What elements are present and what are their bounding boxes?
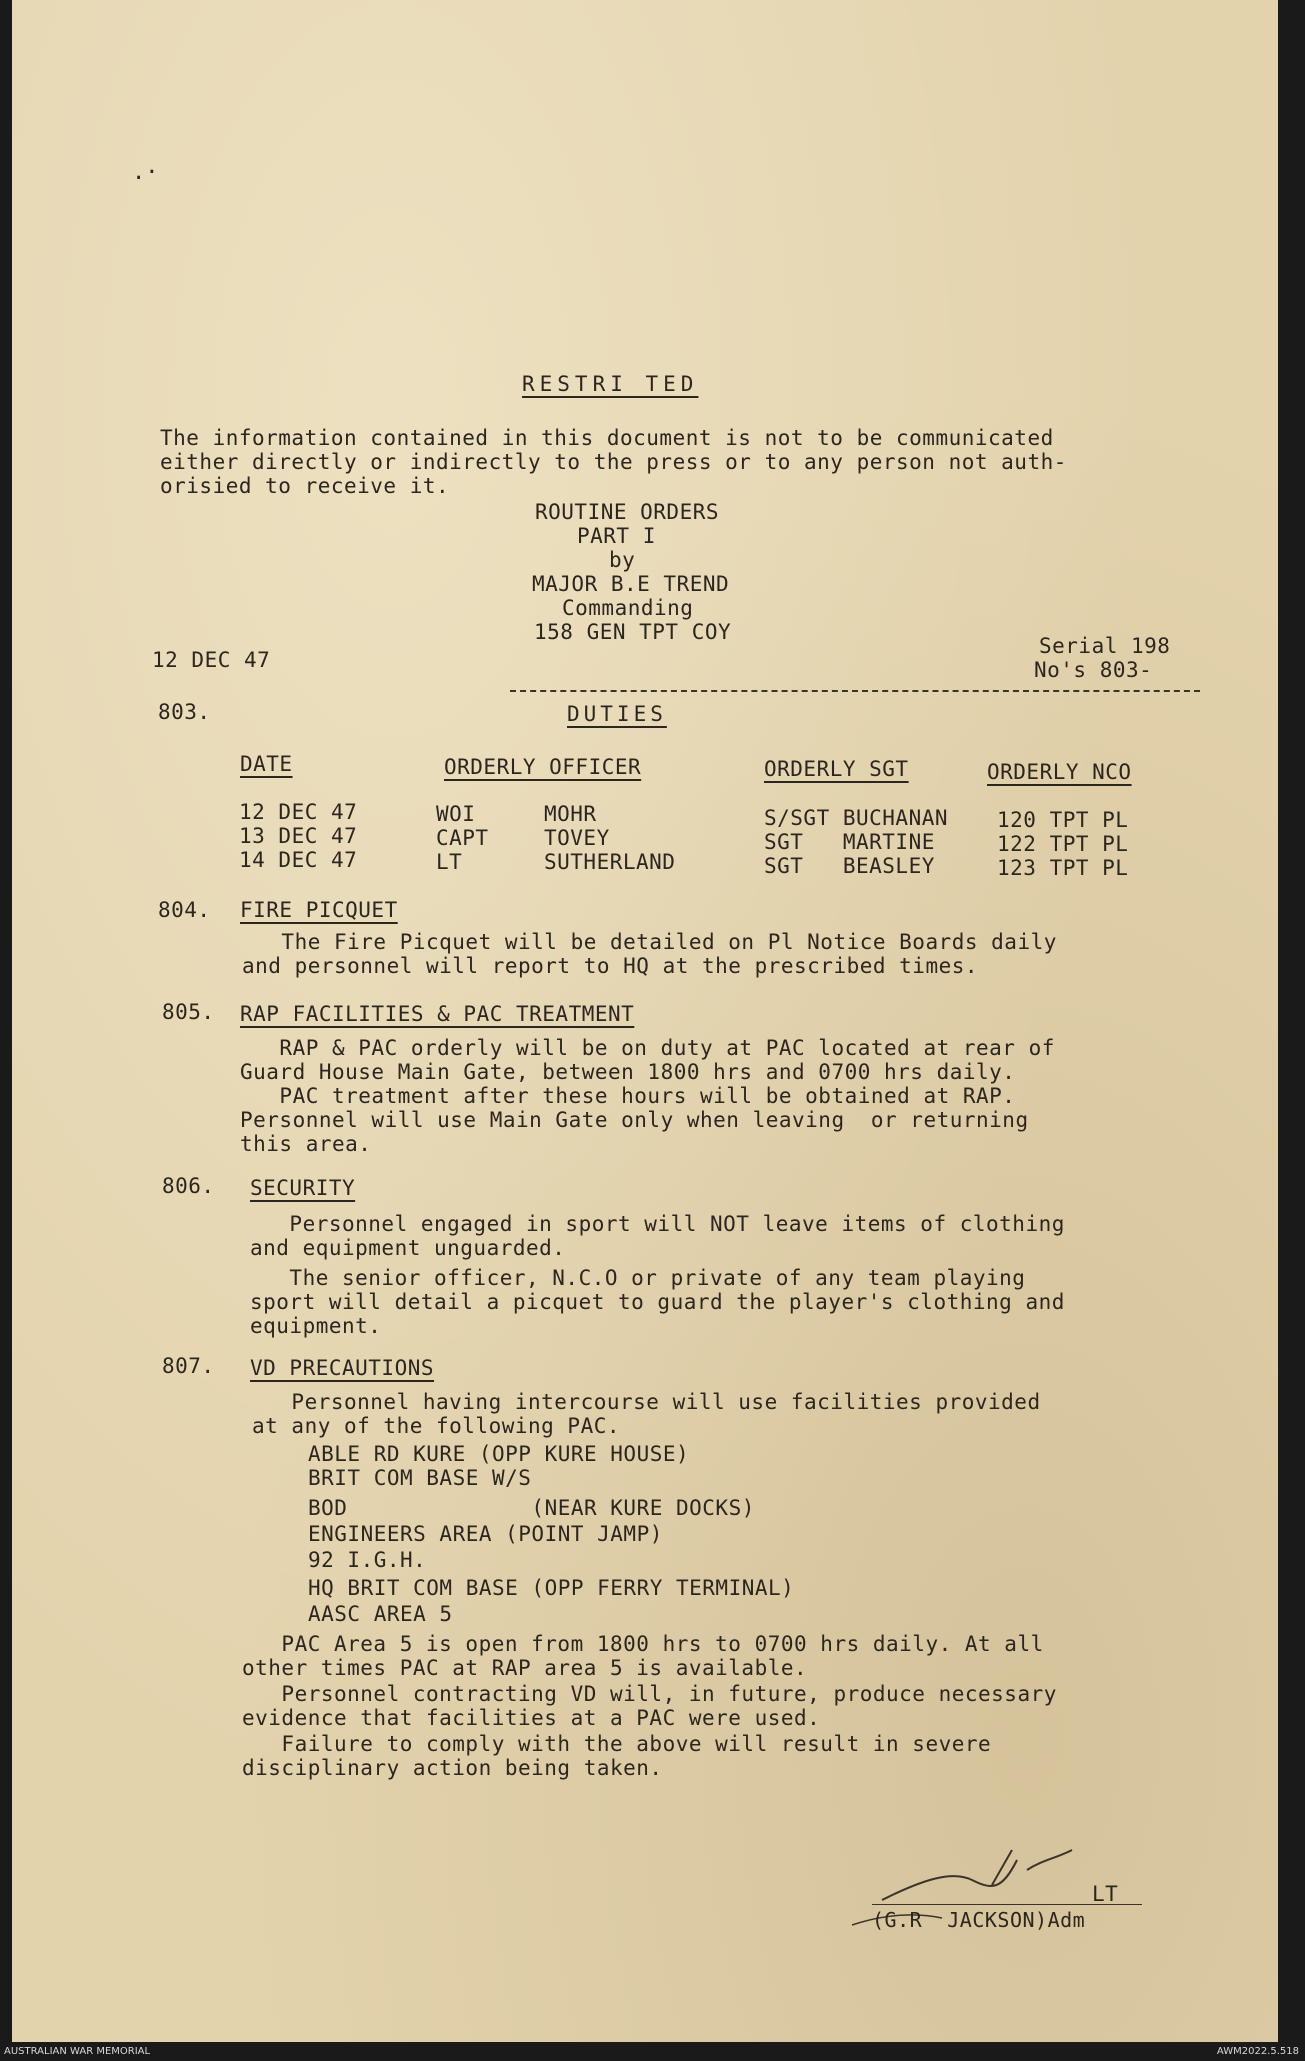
vd-location: HQ BRIT COM BASE (OPP FERRY TERMINAL) [308, 1576, 795, 1600]
signature-rank: LT [1092, 1882, 1119, 1906]
vd-closing-4: evidence that facilities at a PAC were used. [242, 1706, 821, 1730]
col-date: DATE [240, 752, 293, 776]
duty-nco: 122 TPT PL [997, 832, 1129, 856]
duty-date: 13 DEC 47 [239, 824, 358, 848]
vd-closing-2: other times PAC at RAP area 5 is available. [242, 1656, 808, 1680]
duty-nco: 120 TPT PL [997, 808, 1129, 832]
section-number-806: 806. [162, 1174, 215, 1198]
rap-line-1: RAP & PAC orderly will be on duty at PAC located at rear of [240, 1036, 1055, 1060]
duty-officer: MOHR [544, 802, 597, 826]
duty-sgt: SGT MARTINE [764, 830, 935, 854]
col-orderly-nco: ORDERLY NCO [987, 760, 1132, 784]
duty-date: 12 DEC 47 [239, 800, 358, 824]
vd-intro-2: at any of the following PAC. [252, 1414, 621, 1438]
header-divider [510, 690, 1200, 692]
order-numbers: No's 803- [1034, 658, 1153, 682]
rap-heading: RAP FACILITIES & PAC TREATMENT [240, 1002, 635, 1026]
duty-officer: TOVEY [544, 826, 610, 850]
vd-location: AASC AREA 5 [308, 1602, 453, 1626]
classification-heading: RESTRI TED [522, 372, 699, 396]
notice-line-1: The information contained in this document is not to be communicated [160, 426, 1054, 450]
serial-number: Serial 198 [1039, 634, 1171, 658]
ink-mark: .· [132, 160, 159, 185]
title-line-6: 158 GEN TPT COY [534, 620, 732, 644]
vd-location: ABLE RD KURE (OPP KURE HOUSE) [308, 1442, 690, 1466]
vd-closing-1: PAC Area 5 is open from 1800 hrs to 0700 hrs daily. At all [242, 1632, 1044, 1656]
security-line-4: sport will detail a picquet to guard the player's clothing and [250, 1290, 1065, 1314]
order-date: 12 DEC 47 [152, 648, 271, 672]
vd-location: BOD (NEAR KURE DOCKS) [308, 1496, 755, 1520]
rap-line-3: PAC treatment after these hours will be obtained at RAP. [240, 1084, 1016, 1108]
section-number-804: 804. [158, 898, 211, 922]
vd-location: BRIT COM BASE W/S [308, 1466, 532, 1490]
rap-line-2: Guard House Main Gate, between 1800 hrs and 0700 hrs daily. [240, 1060, 1016, 1084]
section-number-807: 807. [162, 1354, 215, 1378]
duty-nco: 123 TPT PL [997, 856, 1129, 880]
security-line-3: The senior officer, N.C.O or private of any team playing [250, 1266, 1026, 1290]
section-number-803: 803. [158, 700, 211, 724]
col-orderly-sgt: ORDERLY SGT [764, 757, 909, 781]
signature-line [872, 1904, 1142, 1905]
security-heading: SECURITY [250, 1176, 356, 1200]
duty-sgt: SGT BEASLEY [764, 854, 935, 878]
duty-sgt: S/SGT BUCHANAN [764, 806, 949, 830]
vd-location: 92 I.G.H. [308, 1548, 427, 1572]
notice-line-3: orisied to receive it. [160, 474, 450, 498]
fire-picquet-heading: FIRE PICQUET [240, 898, 398, 922]
security-line-2: and equipment unguarded. [250, 1236, 566, 1260]
title-line-4: MAJOR B.E TREND [532, 572, 730, 596]
footer-source: AUSTRALIAN WAR MEMORIAL [4, 2046, 151, 2057]
security-line-5: equipment. [250, 1314, 382, 1338]
vd-closing-3: Personnel contracting VD will, in future, produce necessary [242, 1682, 1057, 1706]
title-line-3: by [609, 548, 636, 572]
footer-reference: AWM2022.5.518 [1216, 2046, 1299, 2057]
rap-line-4: Personnel will use Main Gate only when leaving or returning [240, 1108, 1029, 1132]
vd-closing-6: disciplinary action being taken. [242, 1756, 663, 1780]
col-orderly-officer: ORDERLY OFFICER [444, 755, 642, 779]
duty-rank: LT [436, 850, 463, 874]
title-line-2: PART I [577, 524, 656, 548]
title-line-5: Commanding [562, 596, 694, 620]
duty-rank: WOI [436, 802, 476, 826]
duties-heading: DUTIES [567, 702, 667, 726]
title-line-1: ROUTINE ORDERS [535, 500, 720, 524]
duty-officer: SUTHERLAND [544, 850, 676, 874]
rap-line-5: this area. [240, 1132, 372, 1156]
signature-name: (G.R JACKSON)Adm [872, 1908, 1086, 1932]
fire-line-2: and personnel will report to HQ at the prescribed times. [242, 954, 979, 978]
duty-date: 14 DEC 47 [239, 848, 358, 872]
duty-rank: CAPT [436, 826, 489, 850]
vd-heading: VD PRECAUTIONS [250, 1356, 435, 1380]
fire-line-1: The Fire Picquet will be detailed on Pl Notice Boards daily [242, 930, 1057, 954]
vd-closing-5: Failure to comply with the above will result in severe [242, 1732, 992, 1756]
document-page [12, 0, 1278, 2042]
section-number-805: 805. [162, 1000, 215, 1024]
security-line-1: Personnel engaged in sport will NOT leave items of clothing [250, 1212, 1065, 1236]
archive-footer [0, 2045, 1305, 2061]
vd-intro-1: Personnel having intercourse will use facilities provided [252, 1390, 1041, 1414]
notice-line-2: either directly or indirectly to the press or to any person not auth- [160, 450, 1067, 474]
vd-location: ENGINEERS AREA (POINT JAMP) [308, 1522, 663, 1546]
